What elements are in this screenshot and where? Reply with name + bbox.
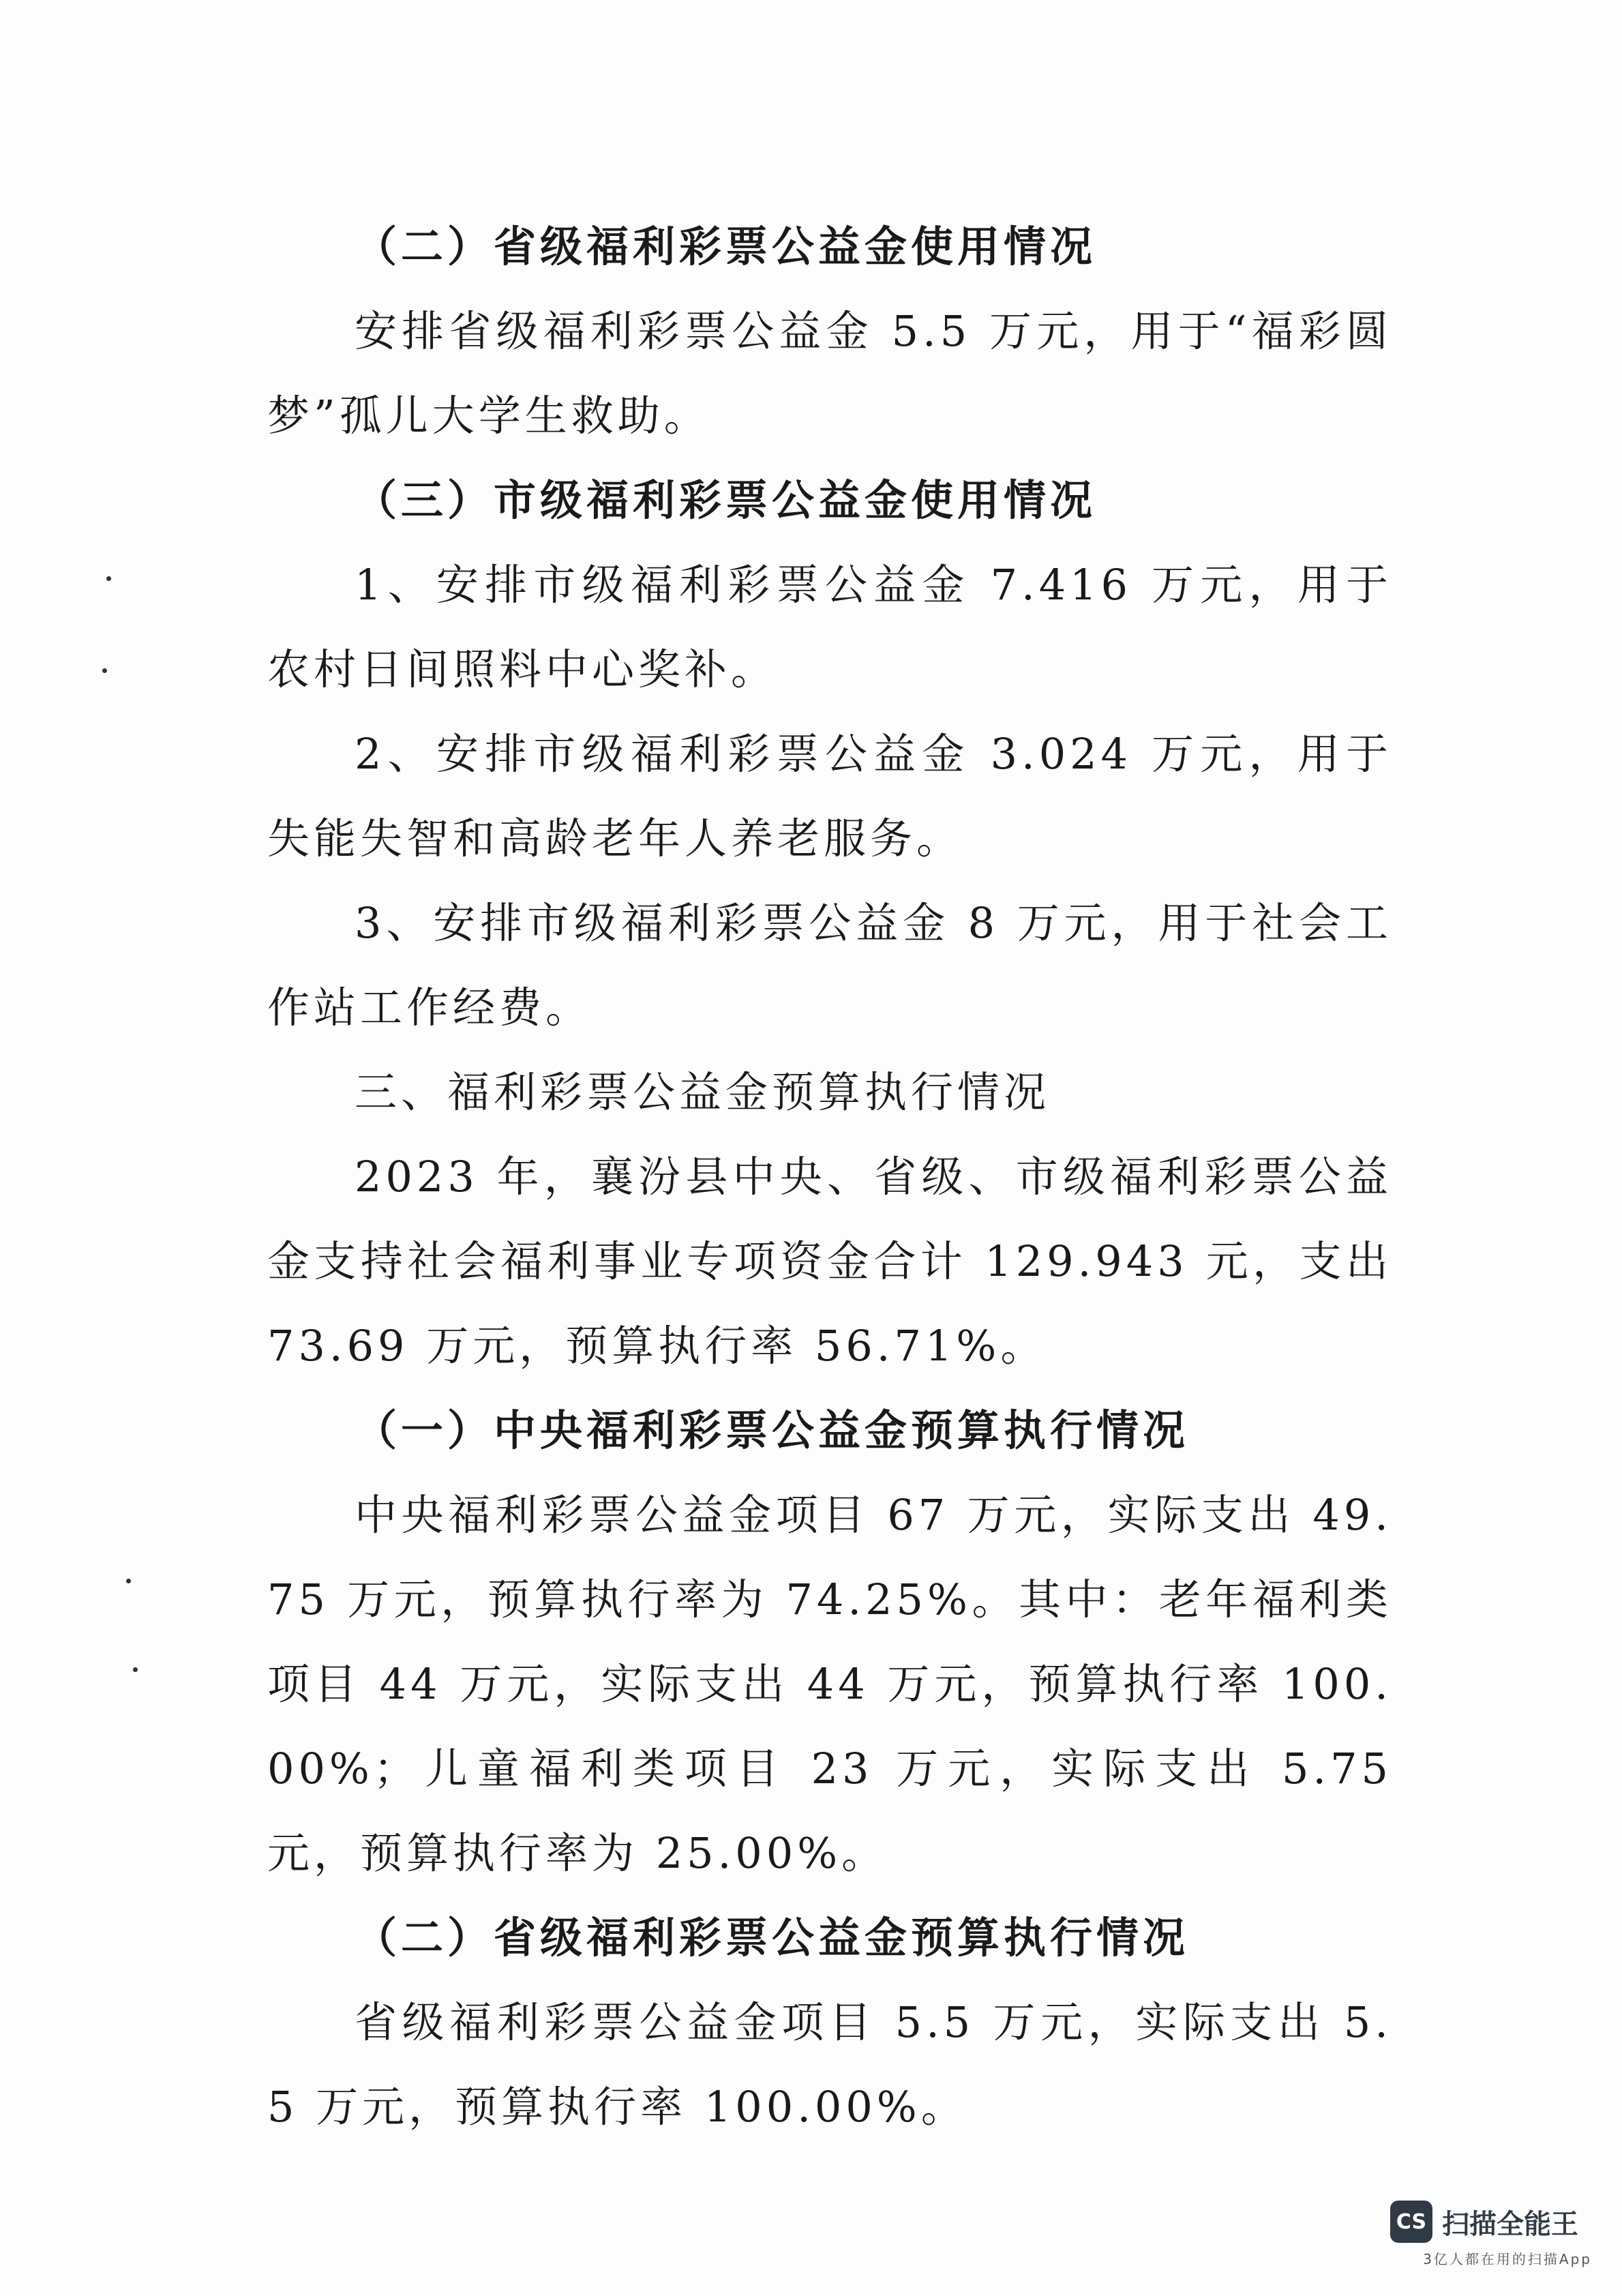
heading-budget-execution: 三、福利彩票公益金预算执行情况 <box>355 1067 1051 1117</box>
scan-speck <box>133 1667 138 1672</box>
document-body <box>267 205 1392 2149</box>
heading-central-execution: （一）中央福利彩票公益金预算执行情况 <box>355 1405 1190 1455</box>
scan-speck <box>126 1579 131 1583</box>
paragraph-central-execution: 中央福利彩票公益金项目 67 万元，实际支出 49.75 万元，预算执行率为 74.25%。其中：老年福利类项目 44 万元，实际支出 44 万元，预算执行率 100.00%；儿童福利类项目 23 万元，实际支出 5.75 元，预算执行率为 25.00%。 <box>267 1490 1392 1878</box>
paragraph-municipal-item-3: 3、安排市级福利彩票公益金 8 万元，用于社会工作站工作经费。 <box>267 898 1392 1032</box>
watermark-title: 扫描全能王 <box>1442 2208 1578 2240</box>
paragraph-budget-summary: 2023 年，襄汾县中央、省级、市级福利彩票公益金支持社会福利事业专项资金合计 129.943 元，支出 73.69 万元，预算执行率 56.71%。 <box>267 1152 1392 1371</box>
heading-municipal-usage: （三）市级福利彩票公益金使用情况 <box>355 475 1097 525</box>
paragraph-provincial-execution: 省级福利彩票公益金项目 5.5 万元，实际支出 5.5 万元，预算执行率 100.00%。 <box>267 1997 1392 2132</box>
scanner-watermark <box>1390 2201 1595 2276</box>
paragraph-municipal-item-2: 2、安排市级福利彩票公益金 3.024 万元，用于失能失智和高龄老年人养老服务。 <box>267 729 1392 863</box>
heading-provincial-usage: （二）省级福利彩票公益金使用情况 <box>355 222 1097 271</box>
watermark-subtitle: 3亿人都在用的扫描App <box>1423 2251 1592 2267</box>
scan-speck <box>106 576 111 581</box>
paragraph-provincial-usage: 安排省级福利彩票公益金 5.5 万元，用于“福彩圆梦”孤儿大学生救助。 <box>267 306 1392 441</box>
scan-speck <box>102 668 107 673</box>
paragraph-municipal-item-1: 1、安排市级福利彩票公益金 7.416 万元，用于农村日间照料中心奖补。 <box>267 560 1392 694</box>
camscanner-logo-icon: CS <box>1390 2201 1432 2243</box>
heading-provincial-execution: （二）省级福利彩票公益金预算执行情况 <box>355 1913 1190 1963</box>
watermark-row <box>1390 2201 1595 2243</box>
